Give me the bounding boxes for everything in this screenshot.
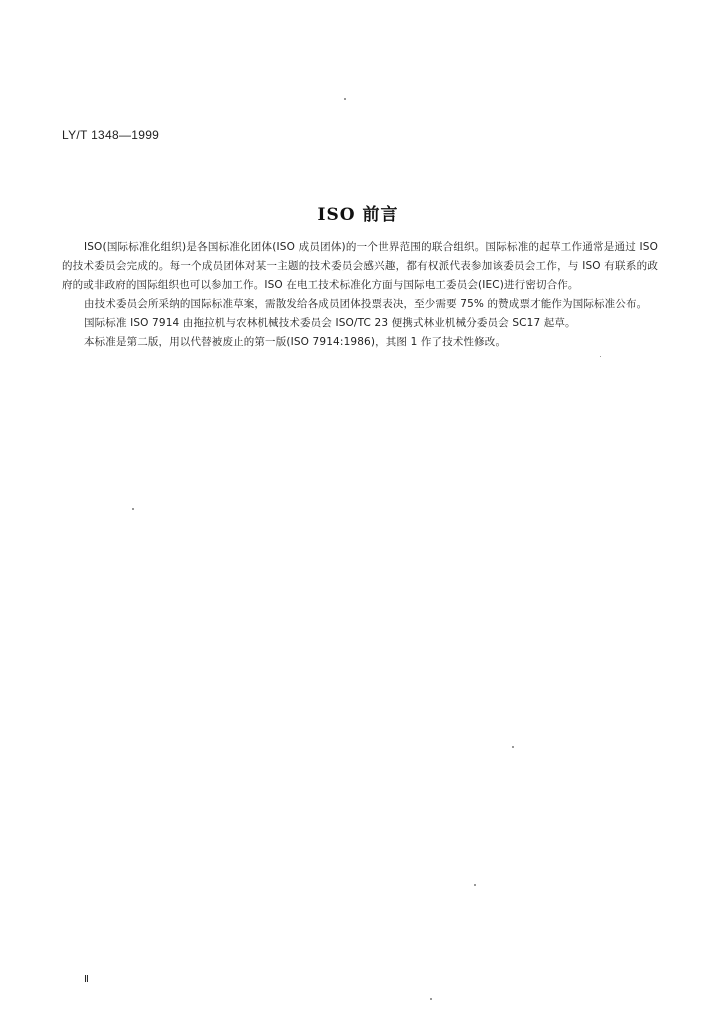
scan-speck <box>512 746 514 748</box>
scan-speck <box>344 98 346 100</box>
paragraph-voting: 由技术委员会所采纳的国际标准草案，需散发给各成员团体投票表决，至少需要 75% 的赞成票才能作为国际标准公布。 <box>84 298 648 310</box>
paragraph-drafting-committee: 国际标准 ISO 7914 由拖拉机与农林机械技术委员会 ISO/TC 23 便携式林业机械分委员会 SC17 起草。 <box>84 317 576 329</box>
paragraph-iso-intro: ISO(国际标准化组织)是各国标准化团体(ISO 成员团体)的一个世界范围的联合组织。国际标准的起草工作通常是通过 ISO 的技术委员会完成的。每一个成员团体对某一主题的技术委员会感兴趣，都有权派代表参加该委员会工作，与 ISO 有联系的政府的或非政府的国际组织也可以参加工作。ISO 在电工技术标准化方面与国际电工委员会(IEC)进行密切合作。 <box>62 241 658 291</box>
page-title: ISO 前言 <box>317 205 399 225</box>
scan-speck <box>430 998 432 1000</box>
scan-speck <box>132 508 134 510</box>
foreword-body <box>62 238 658 352</box>
scan-speck <box>600 356 601 357</box>
scan-speck <box>474 884 476 886</box>
page-number: Ⅱ <box>84 974 89 985</box>
paragraph-edition: 本标准是第二版，用以代替被废止的第一版(ISO 7914:1986)，其图 1 作了技术性修改。 <box>84 336 507 348</box>
standard-code: LY/T 1348—1999 <box>62 128 160 142</box>
